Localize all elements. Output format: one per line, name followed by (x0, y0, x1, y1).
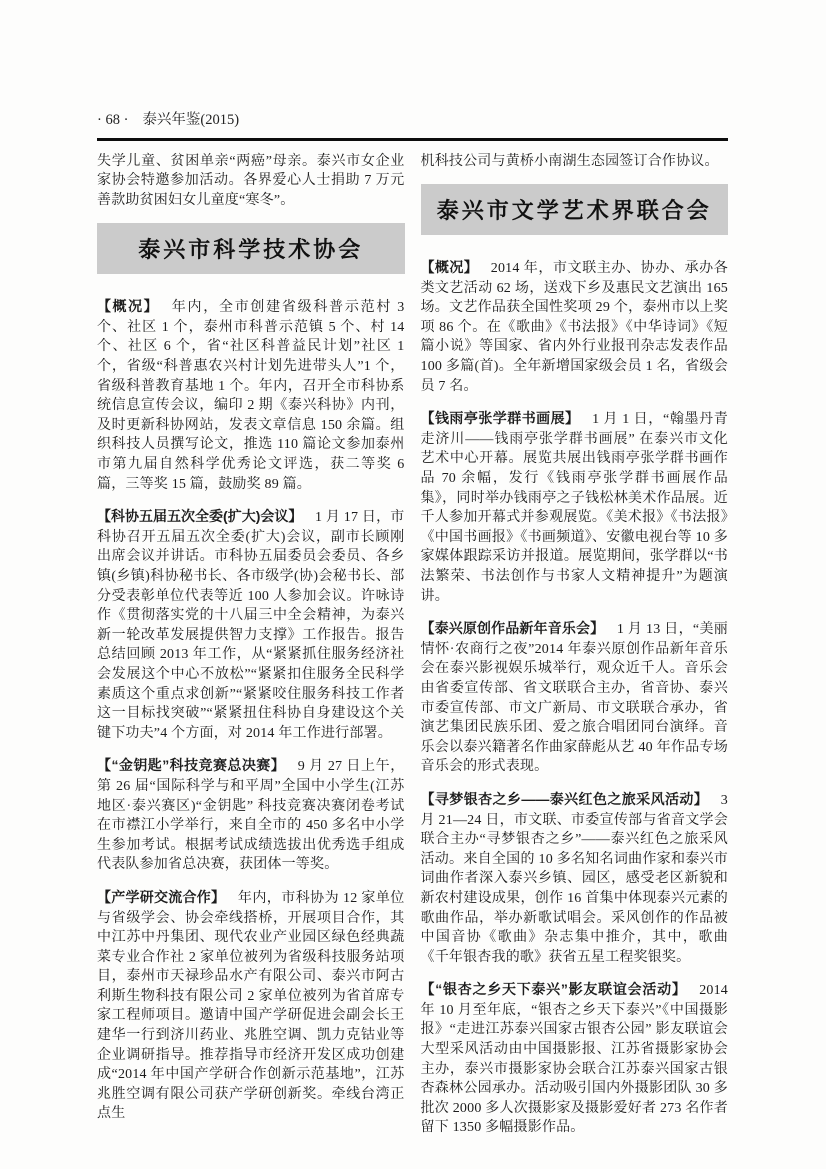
entry-label: 【科协五届五次全委(扩大)会议】 (97, 508, 303, 525)
entry-text: 年内，市科协为 12 家单位与省级学会、协会牵线搭桥，开展项目合作，其中江苏中丹集团、现代农业产业园区绿色经典蔬菜专业合作社 2 家单位被列为省级科技服务站项目，泰州市天禄珍品水产有限公司、泰兴市阿古利斯生物科技有限公司 2 家单位被列为省首席专家工程师项目。邀请中国产学研促进会副会长王建华一行到济川药业、兆胜空调、凯力克钴业等企业调研指导。推荐指导市经济开发区成功创建成“2014 年中国产学研合作创新示范基地”，江苏兆胜空调有限公司获产学研创新奖。牵线台湾正点生 (97, 890, 405, 1122)
entry-photography-friendship-activity (421, 980, 729, 1138)
entry-label: 【“金钥匙”科技竞赛总决赛】 (97, 757, 286, 774)
entry-overview (421, 258, 729, 396)
entry-text: 9 月 27 日上午，第 26 届“国际科学与和平周”全国中小学生(江苏地区·泰兴赛区)“金钥匙” 科技竞赛决赛闭卷考试在市襟江小学举行，来自全市的 450 多名中小学生参加考试。根据考试成绩选拔出优秀选手组成代表队参加省总决赛，获团体一等奖。 (97, 759, 405, 873)
left-column (97, 152, 405, 1152)
entry-industry-academia-cooperation (97, 888, 405, 1124)
entry-label: 【概况】 (97, 298, 160, 315)
entry-text: 1 月 1 日，“翰墨丹青走济川——钱雨亭张学群书画展” 在泰兴市文化艺术中心开幕。展览共展出钱雨亭张学群书画作品 70 余幅，发行《钱雨亭张学群书画展作品集》，同时举办钱雨亭之子钱松林美术作品展。近千人参加开幕式并参观展览。《美术报》《书法报》《中国书画报》《书画频道》、安徽电视台等 10 多家媒体跟踪采访并报道。展览期间，张学群以“书法繁荣、书法创作与书家人文精神提升”为题演讲。 (420, 412, 728, 604)
two-column-layout (97, 152, 728, 1152)
continuation-paragraph: 机科技公司与黄桥小南湖生态园签订合作协议。 (420, 153, 719, 169)
entry-calligraphy-painting-exhibition (421, 409, 729, 606)
page-number: · 68 · (97, 112, 129, 128)
right-column (421, 152, 729, 1152)
entry-label: 【概况】 (420, 259, 479, 276)
entry-text: 2014 年 10 月至年底，“银杏之乡天下泰兴”《中国摄影报》“走进江苏泰兴国家古银杏公园” 影友联谊会大型采风活动由中国摄影报、江苏省摄影家协会主办，泰兴市摄影家协会联合江苏泰兴国家古银杏森林公园承办。活动吸引国内外摄影团队 30 多批次 2000 多人次摄影家及摄影爱好者 273 名作者留下 1350 多幅摄影作品。 (420, 983, 728, 1136)
section-title-box-science-association (97, 223, 405, 274)
section-title-box-literature-federation (421, 184, 729, 235)
entry-plenary-meeting (97, 507, 405, 743)
continuation-paragraph: 失学儿童、贫困单亲“两癌”母亲。泰兴市女企业家协会特邀参加活动。各界爱心人士捐助 7 万元善款助贫困妇女儿童度“寒冬”。 (97, 153, 405, 208)
entry-label: 【钱雨亭张学群书画展】 (420, 410, 580, 427)
page-header (97, 110, 728, 130)
section-title: 泰兴市文学艺术界联合会 (436, 198, 712, 224)
entry-red-tour-collection-activity (421, 790, 729, 967)
entry-text: 1 月 13 日，“美丽情怀·农商行之夜”2014 年泰兴原创作品新年音乐会在泰兴影视娱乐城举行，观众近千人。音乐会由省委宣传部、省文联联合主办，省音协、泰兴市委宣传部、市文广新局、市文联联合承办，省演艺集团民族乐团、爱之旅合唱团同台演绎。音乐会以泰兴籍著名作曲家薛彪从艺 40 年作品专场音乐会的形式表现。 (420, 622, 729, 775)
entry-text: 2014 年，市文联主办、协办、承办各类文艺活动 62 场，送戏下乡及惠民文艺演出 165 场。文艺作品获全国性奖项 29 个，泰州市以上奖项 86 个。在《歌曲》《书法报》《中华诗词》《短篇小说》等国家、省内外行业报刊杂志发表作品 100 多篇(首)。全年新增国家级会员 1 名，省级会员 7 名。 (420, 261, 728, 394)
entry-text: 3 月 21—24 日，市文联、市委宣传部与省音文学会联合主办“寻梦银杏之乡”——泰兴红色之旅采风活动。来自全国的 10 多名知名词曲作家和泰兴市词曲作者深入泰兴乡镇、园区，感受老区新貌和新农村建设成果，创作 16 首集中体现泰兴元素的歌曲作品，举办新歌试唱会。采风创作的作品被中国音协《歌曲》杂志集中推介，其中，歌曲《千年银杏我的歌》获省五星工程奖银奖。 (420, 792, 728, 965)
entry-golden-key-contest (97, 756, 405, 875)
section-title: 泰兴市科学技术协会 (138, 237, 364, 263)
entry-overview (97, 297, 405, 494)
book-title: 泰兴年鉴(2015) (142, 112, 240, 128)
entry-label: 【产学研交流合作】 (97, 888, 226, 905)
entry-text: 1 月 17 日，市科协召开五届五次全委(扩大)会议，副市长顾刚出席会议并讲话。市科协五届委员会委员、各乡镇(乡镇)科协秘书长、各市级学(协)会秘书长、部分受表彰单位代表等近 100 人参加会议。许咏诗作《贯彻落实党的十八届三中全会精神，为泰兴新一轮改革发展提供智力支撑》工作报告。报告总结回顾 2013 年工作，从“紧紧抓住服务经济社会发展这个中心不放松”“紧紧扣住服务全民科学素质这个重点求创新”“紧紧咬住服务科技工作者这一目标找突破”“紧紧扭住科协自身建设这个关键下功夫”4 个方面，对 2014 年工作进行部署。 (97, 510, 405, 741)
entry-label: 【寻梦银杏之乡——泰兴红色之旅采风活动】 (420, 790, 709, 807)
entry-label: 【“银杏之乡天下泰兴”影友联谊会活动】 (420, 981, 687, 998)
header-rule (97, 138, 728, 141)
entry-new-year-concert (421, 619, 729, 777)
entry-text: 年内，全市创建省级科普示范村 3 个、社区 1 个，泰州市科普示范镇 5 个、村 14 个、社区 6 个，省“社区科普益民计划”社区 1 个，省级“科普惠农兴村计划先进带头人”1 个，省级科普教育基地 1 个。年内，召开全市科协系统信息宣传会议，编印 2 期《泰兴科协》内刊，及时更新科协网站，发表文章信息 150 余篇。组织科技人员撰写论文，推选 110 篇论文参加泰州市第九届自然科学优秀论文评选，获二等奖 6 篇，三等奖 15 篇，鼓励奖 89 篇。 (97, 300, 405, 492)
entry-label: 【泰兴原创作品新年音乐会】 (420, 620, 605, 637)
